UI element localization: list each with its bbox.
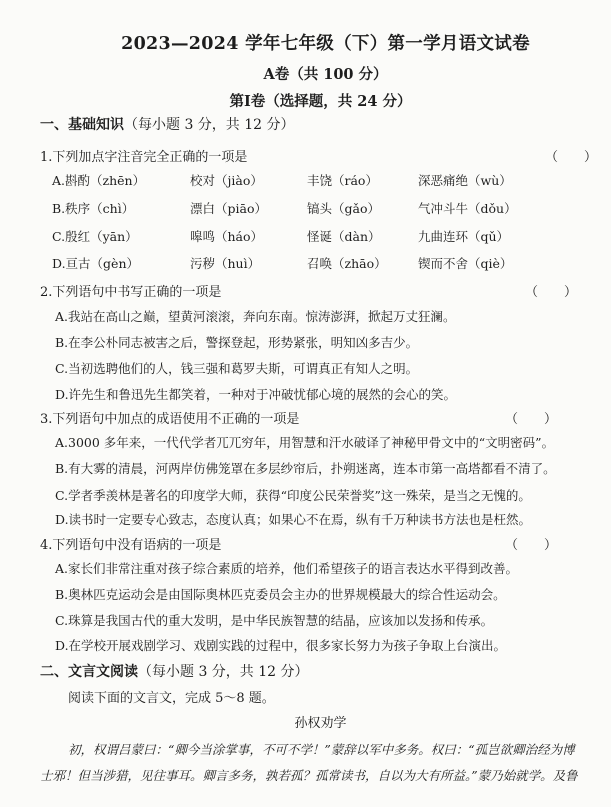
q1-a-2: 校对（jiào）	[190, 173, 263, 188]
section1-note: （每小题 3 分，共 12 分）	[124, 117, 295, 133]
q1-a-1: A.斟酌（zhēn）	[52, 173, 146, 188]
q2-option-b: B.在李公朴同志被害之后，警探登起，形势紧张，明知凶多吉少。	[55, 335, 419, 350]
q2-option-a: A.我站在高山之巅，望黄河滚滚，奔向东南。惊涛澎湃，掀起万丈狂澜。	[55, 309, 456, 324]
q1-c-2: 嗥鸣（háo）	[190, 229, 264, 244]
q3-answer-paren: （ ）	[505, 412, 558, 427]
part1-heading: 第Ⅰ卷（选择题，共 24 分）	[229, 93, 412, 110]
exam-title: 2023—2024 学年七年级（下）第一学月语文试卷	[121, 34, 530, 54]
q4-option-c: C.珠算是我国古代的重大发明，是中华民族智慧的结晶，应该加以发扬和传承。	[55, 613, 494, 628]
q4-option-a: A.家长们非常注重对孩子综合素质的培养，他们希望孩子的语言表达水平得到改善。	[55, 561, 519, 576]
section2-note: （每小题 3 分，共 12 分）	[138, 664, 309, 680]
volume-a-heading: A卷（共 100 分）	[263, 66, 388, 83]
q2-stem: 2.下列语句中书写正确的一项是	[40, 285, 222, 300]
q1-a-4: 深恶痛绝（wù）	[418, 173, 512, 188]
q1-a-3: 丰饶（ráo）	[307, 173, 378, 188]
passage-line-2: 士邪！但当涉猎，见往事耳。卿言多务，孰若孤？孤常读书，自以为大有所益。”蒙乃始就学。及鲁	[40, 768, 578, 783]
q1-stem: 1.下列加点字注音完全正确的一项是	[40, 150, 248, 165]
q4-option-d: D.在学校开展戏剧学习、戏剧实践的过程中，很多家长努力为孩子争取上台演出。	[55, 638, 507, 653]
passage-line-1: 初，权谓吕蒙曰：“卿今当涂掌事，不可不学！”蒙辞以军中多务。权曰：“孤岂欲卿治经为博	[68, 742, 575, 757]
q4-stem: 4.下列语句中没有语病的一项是	[40, 538, 222, 553]
q1-b-4: 气冲斗牛（dǒu）	[418, 201, 517, 216]
passage-title: 孙权劝学	[294, 716, 347, 731]
q1-d-4: 锲而不舍（qiè）	[418, 256, 513, 271]
q1-b-3: 镐头（gǎo）	[307, 201, 380, 216]
q1-c-4: 九曲连环（qǔ）	[418, 229, 510, 244]
q1-d-3: 召唤（zhāo）	[307, 256, 387, 271]
q1-c-1: C.殷红（yān）	[52, 229, 138, 244]
reading-instruction: 阅读下面的文言文，完成 5～8 题。	[68, 691, 275, 706]
q1-b-2: 漂白（piāo）	[190, 201, 267, 216]
section2-title: 二、文言文阅读	[40, 664, 138, 680]
q3-option-a: A.3000 多年来，一代代学者兀兀穷年，用智慧和汗水破译了神秘甲骨文中的“文明密码”。	[55, 435, 555, 450]
q3-option-d: D.读书时一定要专心致志，态度认真；如果心不在焉，纵有千万种读书方法也是枉然。	[55, 512, 532, 527]
q3-option-c: C.学者季羡林是著名的印度学大师，获得“印度公民荣誉奖”这一殊荣，是当之无愧的。	[55, 488, 531, 503]
q1-d-2: 污秽（huì）	[190, 256, 261, 271]
q2-option-d: D.许先生和鲁迅先生都笑着，一种对于冲破忧郁心境的展然的会心的笑。	[55, 387, 457, 402]
section2-heading	[40, 661, 309, 681]
q1-d-1: D.亘古（gèn）	[52, 256, 139, 271]
q4-option-b: B.奥林匹克运动会是由国际奥林匹克委员会主办的世界规模最大的综合性运动会。	[55, 587, 506, 602]
q3-option-b: B.有大雾的清晨，河两岸仿佛笼罩在多层纱帘后，扑朔迷离，连本市第一高塔都看不清了。	[55, 461, 556, 476]
section1-heading	[40, 114, 295, 134]
q1-c-3: 怪诞（dàn）	[307, 229, 381, 244]
q1-b-1: B.秩序（chì）	[52, 201, 135, 216]
section1-title: 一、基础知识	[40, 117, 124, 133]
q1-answer-paren: （ ）	[545, 150, 598, 165]
q2-answer-paren: （ ）	[525, 285, 578, 300]
q3-stem: 3.下列语句中加点的成语使用不正确的一项是	[40, 412, 300, 427]
q2-option-c: C.当初选聘他们的人，钱三强和葛罗夫斯，可谓真正有知人之明。	[55, 361, 419, 376]
q4-answer-paren: （ ）	[505, 538, 558, 553]
